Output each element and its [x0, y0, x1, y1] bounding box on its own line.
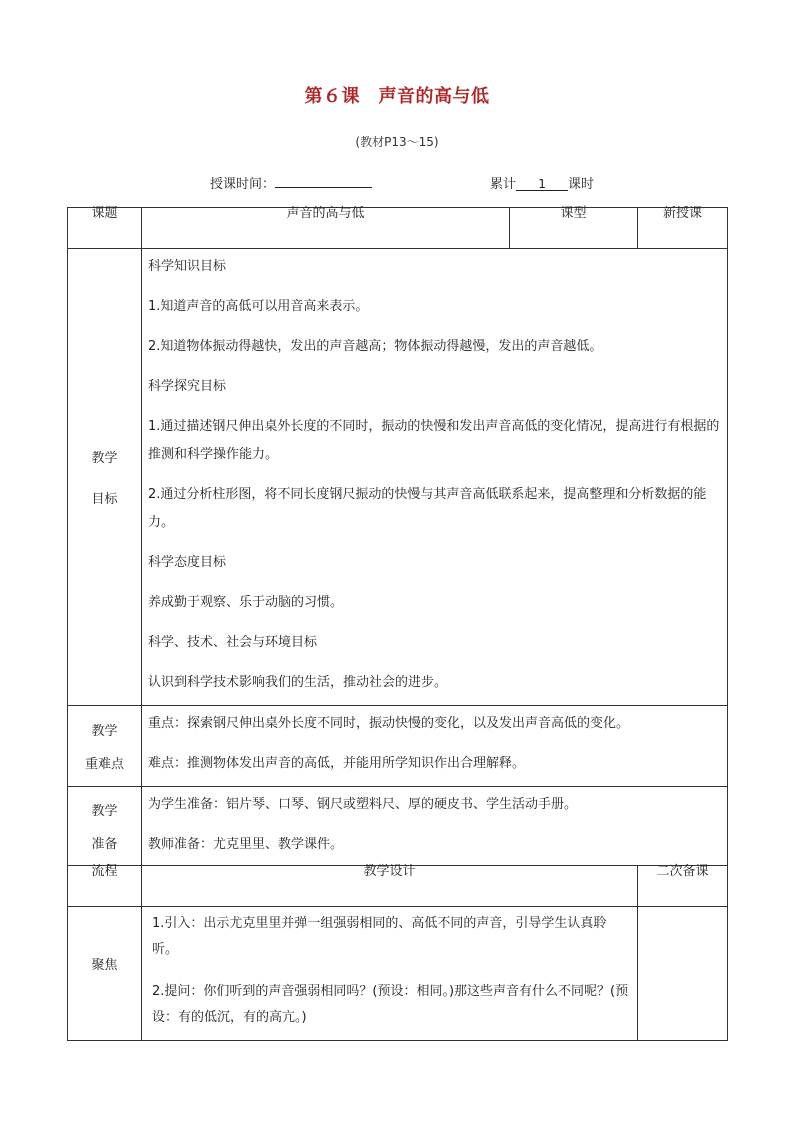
goals-label-line1: 教学 [91, 451, 118, 466]
total-label: 累计 [490, 177, 517, 192]
key-points-row [68, 706, 728, 787]
goal-heading-inquiry: 科学探究目标 [148, 379, 227, 394]
textbook-pages: (教材P13～15) [355, 135, 439, 149]
key-points-label-line1: 教学 [91, 724, 118, 739]
notes-header-cell [638, 866, 728, 907]
focus-row [68, 907, 728, 1041]
topic-value: 声音的高与低 [286, 206, 365, 221]
goal-item: 1.知道声音的高低可以用音高来表示。 [148, 299, 369, 314]
prep-label-line2: 准备 [91, 837, 118, 852]
total-value: 1 [516, 178, 568, 191]
design-header-cell [142, 866, 638, 907]
design-header: 教学设计 [363, 864, 416, 879]
goal-item: 2.知道物体振动得越快，发出的声音越高；物体振动得越慢，发出的声音越低。 [148, 339, 603, 354]
prep-content [142, 787, 728, 866]
type-value: 新授课 [662, 206, 702, 221]
goal-heading-knowledge: 科学知识目标 [148, 259, 227, 274]
notes-header: 二次备课 [656, 864, 709, 879]
type-value-cell [638, 208, 728, 249]
teaching-time-blank [275, 175, 372, 188]
focus-notes-cell [638, 907, 728, 1041]
goals-label-line2: 目标 [91, 492, 118, 507]
focus-content [142, 907, 638, 1041]
goals-label-cell [68, 249, 142, 706]
goal-heading-sts: 科学、技术、社会与环境目标 [148, 635, 318, 650]
focus-step: 1.引入：出示尤克里里并弹一组强弱相同的、高低不同的声音，引导学生认真聆听。 [152, 916, 607, 957]
goal-item: 1.通过描述钢尺伸出桌外长度的不同时，振动的快慢和发出声音高低的变化情况，提高进行有根据的推测和科学操作能力。 [148, 419, 720, 462]
topic-label: 课题 [91, 206, 118, 221]
topic-row [68, 208, 728, 249]
teacher-prep: 教师准备：尤克里里、教学课件。 [148, 837, 344, 852]
focus-label: 聚焦 [91, 958, 118, 973]
teaching-time [210, 173, 372, 192]
type-label: 课型 [560, 206, 587, 221]
teaching-time-label: 授课时间： [210, 177, 276, 192]
flow-header-row [68, 866, 728, 907]
process-header-cell [68, 866, 142, 907]
process-header: 流程 [91, 864, 118, 879]
unit-label: 课时 [568, 177, 595, 192]
topic-label-cell [68, 208, 142, 249]
lesson-plan-table [67, 207, 728, 1041]
key-points-label-cell [68, 706, 142, 787]
lesson-title: 第６课 声音的高与低 [304, 86, 490, 107]
difficult-point: 难点：推测物体发出声音的高低，并能用所学知识作出合理解释。 [148, 756, 526, 771]
total-periods [490, 173, 594, 192]
prep-label-line1: 教学 [91, 804, 118, 819]
focus-step: 2.提问：你们听到的声音强弱相同吗？(预设：相同。)那这些声音有什么不同呢？(预设：有的低沉，有的高亢。) [152, 984, 629, 1025]
goals-row [68, 249, 728, 706]
focus-label-cell [68, 907, 142, 1041]
goals-content [142, 249, 728, 706]
prep-row [68, 787, 728, 866]
goal-item: 认识到科学技术影响我们的生活，推动社会的进步。 [148, 675, 448, 690]
goal-item: 2.通过分析柱形图，将不同长度钢尺振动的快慢与其声音高低联系起来，提高整理和分析数据的能力。 [148, 487, 707, 530]
key-points-label-line2: 重难点 [84, 757, 124, 772]
goal-item: 养成勤于观察、乐于动脑的习惯。 [148, 595, 344, 610]
student-prep: 为学生准备：铝片琴、口琴、钢尺或塑料尺、厚的硬皮书、学生活动手册。 [148, 797, 578, 812]
goal-heading-attitude: 科学态度目标 [148, 555, 227, 570]
topic-value-cell [142, 208, 510, 249]
type-label-cell [510, 208, 638, 249]
key-points-content [142, 706, 728, 787]
key-point: 重点：探索钢尺伸出桌外长度不同时，振动快慢的变化，以及发出声音高低的变化。 [148, 716, 630, 731]
prep-label-cell [68, 787, 142, 866]
